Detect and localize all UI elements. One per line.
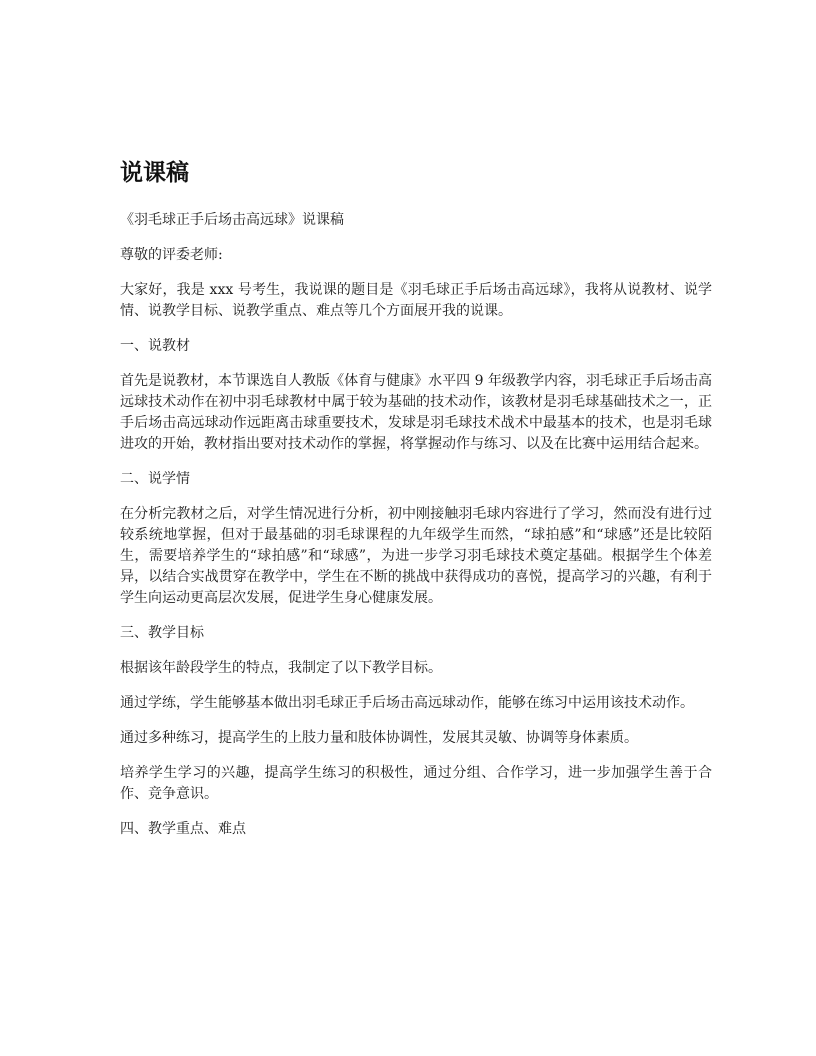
section-paragraph-textbook: 首先是说教材，本节课选自人教版《体育与健康》水平四 9 年级教学内容，羽毛球正手后场击高远球技术动作在初中羽毛球教材中属于较为基础的技术动作，该教材是羽毛球基础技术之一，正手后场击高远球动作远距离击球重要技术，发球是羽毛球技术战术中最基本的技术，也是羽毛球进攻的开始，教材指出要对技术动作的掌握，将掌握动作与练习、以及在比赛中运用结合起来。 — [120, 373, 712, 452]
section-heading-key-points: 四、教学重点、难点 — [120, 821, 246, 837]
objective-skill: 通过学练，学生能够基本做出羽毛球正手后场击高远球动作，能够在练习中运用该技术动作。 — [120, 695, 694, 711]
document-title: 说课稿 — [120, 160, 189, 186]
intro-paragraph: 大家好，我是 xxx 号考生，我说课的题目是《羽毛球正手后场击高远球》，我将从说教材、说学情、说教学目标、说教学重点、难点等几个方面展开我的说课。 — [120, 282, 712, 319]
section-heading-objectives: 三、教学目标 — [120, 625, 204, 641]
objective-attitude: 培养学生学习的兴趣，提高学生练习的积极性，通过分组、合作学习，进一步加强学生善于合作、竞争意识。 — [120, 765, 712, 802]
document-subtitle: 《羽毛球正手后场击高远球》说课稿 — [120, 212, 344, 228]
section-heading-textbook: 一、说教材 — [120, 338, 190, 354]
section-heading-students: 二、说学情 — [120, 471, 190, 487]
greeting: 尊敬的评委老师: — [120, 247, 223, 263]
objective-fitness: 通过多种练习，提高学生的上肢力量和肢体协调性，发展其灵敏、协调等身体素质。 — [120, 730, 638, 746]
objectives-intro: 根据该年龄段学生的特点，我制定了以下教学目标。 — [120, 660, 442, 676]
document-body — [120, 156, 712, 854]
section-paragraph-students: 在分析完教材之后，对学生情况进行分析，初中刚接触羽毛球内容进行了学习，然而没有进行过较系统地掌握，但对于最基础的羽毛球课程的九年级学生而然，“球拍感”和“球感”还是比较陌生，需要培养学生的“球拍感”和“球感”，为进一步学习羽毛球技术奠定基础。根据学生个体差异，以结合实战贯穿在教学中，学生在不断的挑战中获得成功的喜悦，提高学习的兴趣，有利于学生向运动更高层次发展，促进学生身心健康发展。 — [120, 506, 712, 606]
